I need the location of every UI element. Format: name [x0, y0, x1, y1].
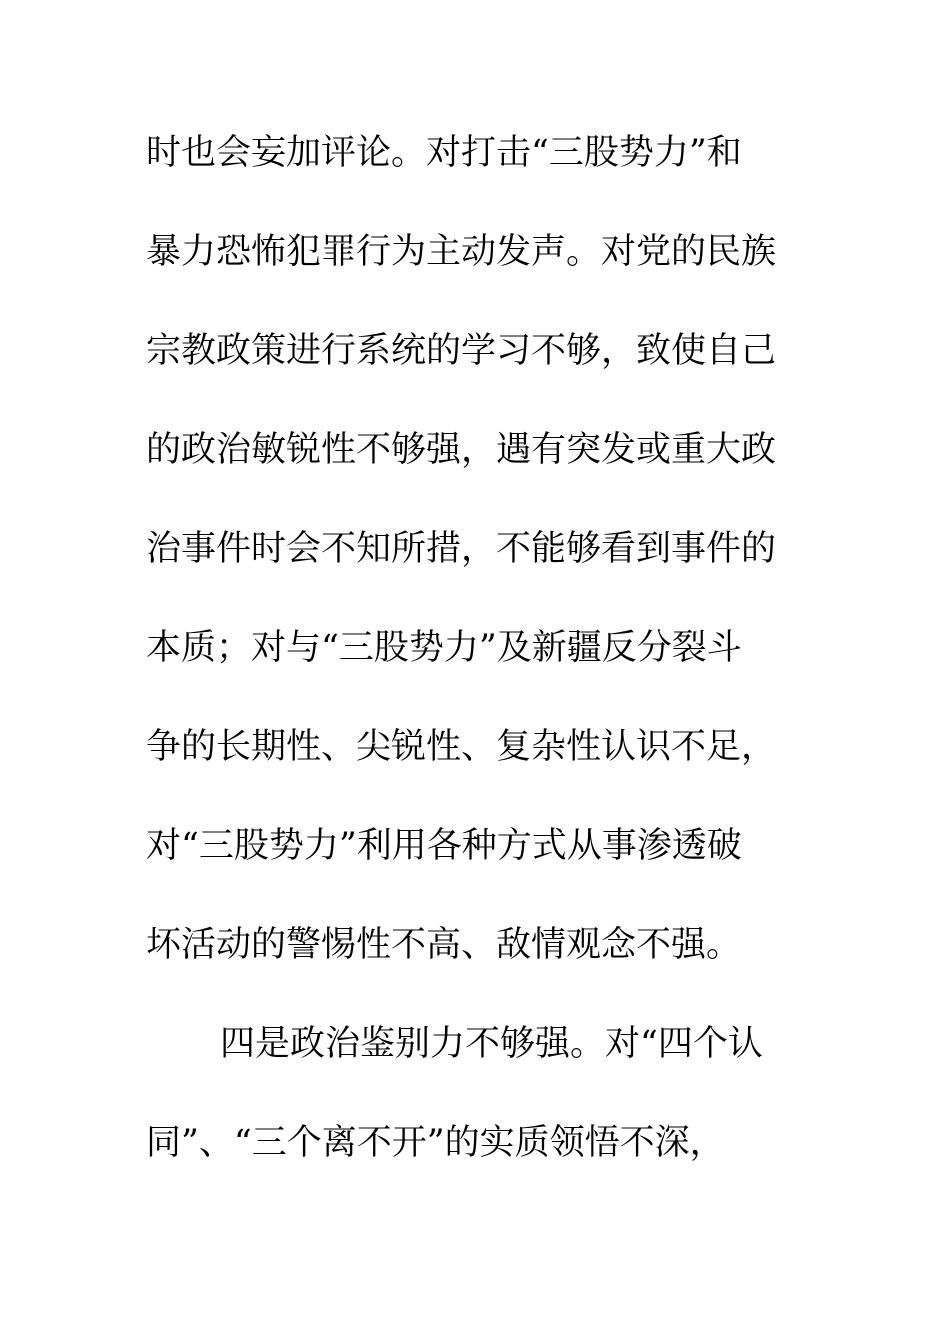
text-line: 暴力恐怖犯罪行为主动发声。对党的民族	[146, 232, 777, 272]
text-line: 同”、“三个离不开”的实质领悟不深，	[146, 1123, 725, 1163]
text-line: 对“三股势力”利用各种方式从事渗透破	[146, 826, 742, 866]
text-line: 时也会妄加评论。对打击“三股势力”和	[146, 133, 742, 173]
text-line: 坏活动的警惕性不高、敌情观念不强。	[146, 925, 742, 965]
document-body	[146, 128, 826, 1217]
text-line: 治事件时会不知所措，不能够看到事件的	[146, 529, 777, 569]
text-line: 宗教政策进行系统的学习不够，致使自己	[146, 331, 777, 371]
text-line: 争的长期性、尖锐性、复杂性认识不足，	[146, 727, 777, 767]
text-line: 的政治敏锐性不够强，遇有突发或重大政	[146, 430, 777, 470]
paragraph-start-line: 四是政治鉴别力不够强。对“四个认	[220, 1024, 763, 1064]
text-line: 本质；对与“三股势力”及新疆反分裂斗	[146, 628, 742, 668]
